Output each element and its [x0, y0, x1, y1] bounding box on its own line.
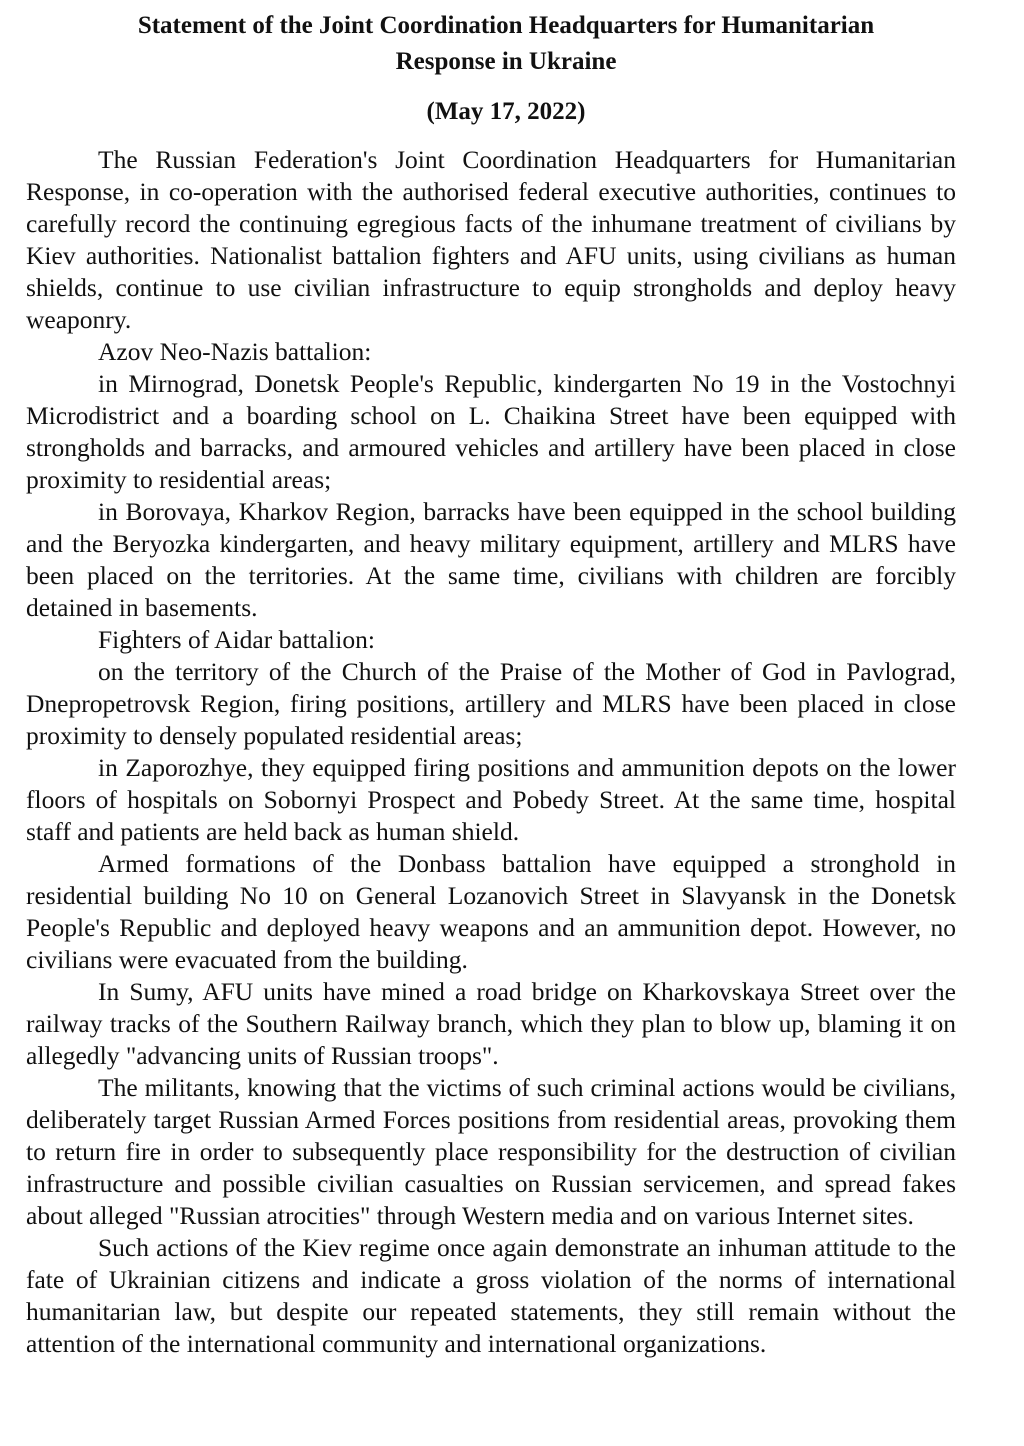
- paragraph-borovaya: in Borovaya, Kharkov Region, barracks have been equipped in the school building and the Beryozka kindergarten, and heavy military equipment, artillery and MLRS have been placed on the territories. At the same time, civilians with children are forcibly detained in basements.: [26, 497, 956, 622]
- paragraph-conclusion: Such actions of the Kiev regime once again demonstrate an inhuman attitude to the fate of Ukrainian citizens and indicate a gross violation of the norms of international humanitarian law, but despite our repeated statements, they still remain without the attention of the international community and international organizations.: [26, 1233, 956, 1358]
- document-body: [26, 144, 956, 1360]
- paragraph-intro: The Russian Federation's Joint Coordination Headquarters for Humanitarian Response, in co-operation with the authorised federal executive authorities, continues to carefully record the continuing egregious facts of the inhumane treatment of civilians by Kiev authorities. Nationalist battalion fighters and AFU units, using civilians as human shields, continue to use civilian infrastructure to equip strongholds and deploy heavy weaponry.: [26, 145, 956, 334]
- paragraph-militants: The militants, knowing that the victims of such criminal actions would be civilians, deliberately target Russian Armed Forces positions from residential areas, provoking them to return fire in order to subsequently place responsibility for the destruction of civilian infrastructure and possible civilian casualties on Russian servicemen, and spread fakes about alleged "Russian atrocities" through Western media and on various Internet sites.: [26, 1073, 956, 1230]
- title-line-1: Statement of the Joint Coordination Headquarters for Humanitarian: [137, 12, 875, 39]
- paragraph-pavlograd: on the territory of the Church of the Praise of the Mother of God in Pavlograd, Dnepropetrovsk Region, firing positions, artillery and MLRS have been placed in close proximity to densely populated residential areas;: [26, 657, 956, 750]
- paragraph-zaporozhye: in Zaporozhye, they equipped firing positions and ammunition depots on the lower floors of hospitals on Sobornyi Prospect and Pobedy Street. At the same time, hospital staff and patients are held back as human shield.: [26, 753, 956, 846]
- document-date: (May 17, 2022): [426, 98, 586, 125]
- paragraph-mirnograd: in Mirnograd, Donetsk People's Republic, kindergarten No 19 in the Vostochnyi Microdistrict and a boarding school on L. Chaikina Street have been equipped with strongholds and barracks, and armoured vehicles and artillery have been placed in close proximity to residential areas;: [26, 369, 956, 494]
- paragraph-aidar-heading: Fighters of Aidar battalion:: [98, 625, 375, 654]
- paragraph-azov-heading: Azov Neo-Nazis battalion:: [98, 337, 372, 366]
- paragraph-donbass: Armed formations of the Donbass battalion have equipped a stronghold in residential building No 10 on General Lozanovich Street in Slavyansk in the Donetsk People's Republic and deployed heavy weapons and an ammunition depot. However, no civilians were evacuated from the building.: [26, 849, 956, 974]
- paragraph-sumy: In Sumy, AFU units have mined a road bridge on Kharkovskaya Street over the railway tracks of the Southern Railway branch, which they plan to blow up, blaming it on allegedly "advancing units of Russian troops".: [26, 977, 956, 1070]
- title-line-2: Response in Ukraine: [395, 48, 617, 75]
- document-title: [26, 8, 956, 80]
